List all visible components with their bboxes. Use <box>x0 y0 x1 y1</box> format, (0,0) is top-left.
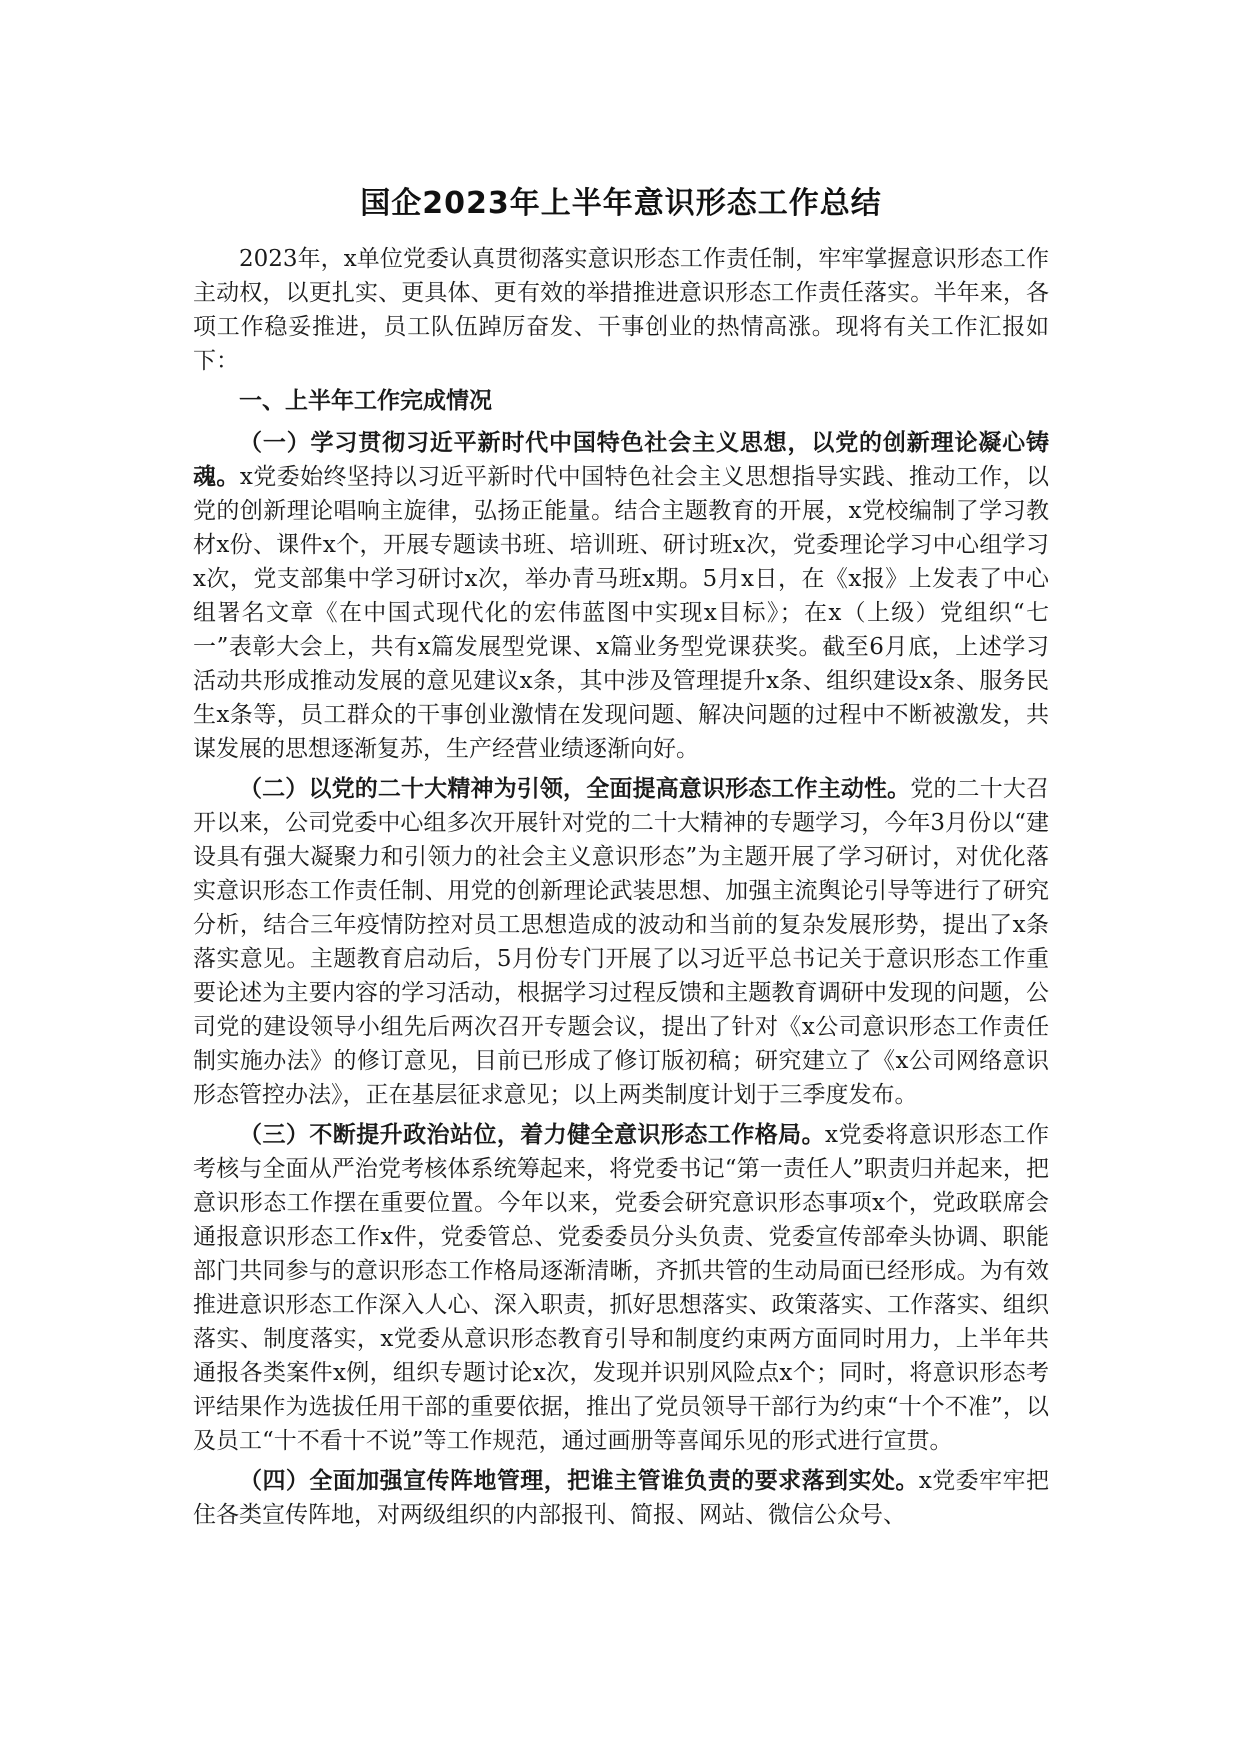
paragraph-3-lead: （三）不断提升政治站位，着力健全意识形态工作格局。 <box>239 1121 826 1148</box>
section-heading: 一、上半年工作完成情况 <box>239 387 492 414</box>
paragraph-3-body: x党委将意识形态工作考核与全面从严治党考核体系统筹起来，将党委书记“第一责任人”职责归并起来，把意识形态工作摆在重要位置。今年以来，党委会研究意识形态事项x个，党政联席会通报意识形态工作x件，党委管总、党委委员分头负责、党委宣传部牵头协调、职能部门共同参与的意识形态工作格局逐渐清晰，齐抓共管的生动局面已经形成。为有效推进意识形态工作深入人心、深入职责，抓好思想落实、政策落实、工作落实、组织落实、制度落实，x党委从意识形态教育引导和制度约束两方面同时用力，上半年共通报各类案件x例，组织专题讨论x次，发现并识别风险点x个；同时，将意识形态考评结果作为选拔任用干部的重要依据，推出了党员领导干部行为约束“十个不准”，以及员工“十不看十不说”等工作规范，通过画册等喜闻乐见的形式进行宣贯。 <box>193 1122 1049 1454</box>
document-page <box>193 150 1049 1538</box>
paragraph-4 <box>193 1464 1049 1532</box>
document-title: 国企2023年上半年意识形态工作总结 <box>360 186 882 221</box>
paragraph-1 <box>193 426 1049 766</box>
paragraph-2-lead: （二）以党的二十大精神为引领，全面提高意识形态工作主动性。 <box>239 775 911 802</box>
paragraph-4-body: x党委牢牢把住各类宣传阵地，对两级组织的内部报刊、简报、网站、微信公众号、 <box>193 1468 1049 1528</box>
paragraph-2-body: 党的二十大召开以来，公司党委中心组多次开展针对党的二十大精神的专题学习，今年3月份以“建设具有强大凝聚力和引领力的社会主义意识形态”为主题开展了学习研讨，对优化落实意识形态工作责任制、用党的创新理论武装思想、加强主流舆论引导等进行了研究分析，结合三年疫情防控对员工思想造成的波动和当前的复杂发展形势，提出了x条落实意见。主题教育启动后，5月份专门开展了以习近平总书记关于意识形态工作重要论述为主要内容的学习活动，根据学习过程反馈和主题教育调研中发现的问题，公司党的建设领导小组先后两次召开专题会议，提出了针对《x公司意识形态工作责任制实施办法》的修订意见，目前已形成了修订版初稿；研究建立了《x公司网络意识形态管控办法》，正在基层征求意见；以上两类制度计划于三季度发布。 <box>193 776 1050 1108</box>
paragraph-1-lead: （一）学习贯彻习近平新时代中国特色社会主义思想，以党的创新理论凝心铸魂。 <box>193 429 1049 490</box>
paragraph-3 <box>193 1118 1049 1458</box>
paragraph-1-body: x党委始终坚持以习近平新时代中国特色社会主义思想指导实践、推动工作，以党的创新理论唱响主旋律，弘扬正能量。结合主题教育的开展，x党校编制了学习教材x份、课件x个，开展专题读书班、培训班、研讨班x次，党委理论学习中心组学习x次，党支部集中学习研讨x次，举办青马班x期。5月x日，在《x报》上发表了中心组署名文章《在中国式现代化的宏伟蓝图中实现x目标》；在x（上级）党组织“七一”表彰大会上，共有x篇发展型党课、x篇业务型党课获奖。截至6月底，上述学习活动共形成推动发展的意见建议x条，其中涉及管理提升x条、组织建设x条、服务民生x条等，员工群众的干事创业激情在发现问题、解决问题的过程中不断被激发，共谋发展的思想逐渐复苏，生产经营业绩逐渐向好。 <box>193 464 1049 762</box>
paragraph-2 <box>193 772 1049 1112</box>
paragraph-4-lead: （四）全面加强宣传阵地管理，把谁主管谁负责的要求落到实处。 <box>239 1467 919 1494</box>
intro-paragraph: 2023年，x单位党委认真贯彻落实意识形态工作责任制，牢牢掌握意识形态工作主动权，以更扎实、更具体、更有效的举措推进意识形态工作责任落实。半年来，各项工作稳妥推进，员工队伍踔厉奋发、干事创业的热情高涨。现将有关工作汇报如下： <box>193 246 1049 374</box>
